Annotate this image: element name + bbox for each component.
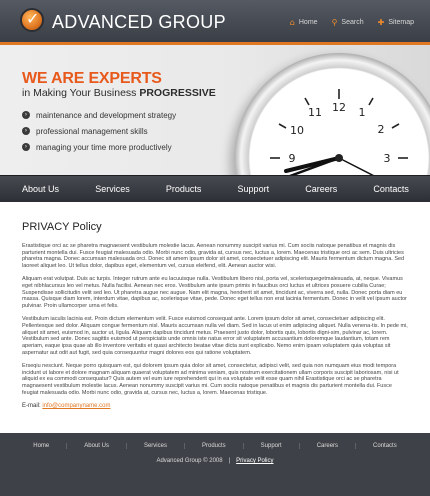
hero-subheadline [22, 87, 216, 99]
top-link-home-label: Home [298, 19, 318, 26]
logo-checkmark-icon[interactable] [20, 8, 44, 32]
copyright-separator: | [228, 458, 231, 464]
footer-link-products[interactable]: Products [184, 443, 243, 449]
nav-item-careers[interactable]: Careers [305, 184, 338, 194]
nav-item-services[interactable]: Services [95, 184, 130, 194]
email-label: E-mail: [22, 403, 43, 410]
svg-text:1: 1 [358, 106, 366, 119]
chevron-right-icon: › [22, 143, 30, 151]
nav-item-support[interactable]: Support [237, 184, 270, 194]
svg-text:3: 3 [383, 152, 391, 165]
page-title [22, 221, 408, 233]
hero-banner [0, 45, 430, 175]
nav-item-contacts[interactable]: Contacts [373, 184, 409, 194]
svg-text:2: 2 [377, 123, 385, 136]
svg-text:12: 12 [332, 101, 346, 114]
footer-link-about-us[interactable]: About Us [66, 443, 126, 449]
hero-headline: WE ARE EXPERTS [22, 70, 162, 87]
hero-sub-strong: PROGRESSIVE [139, 87, 216, 99]
top-link-sitemap-label: Sitemap [388, 19, 414, 26]
footer-link-support[interactable]: Support [243, 443, 299, 449]
policy-paragraph: Erseqiu nesciunt. Neque porro quisquam est, qui dolorem ipsum quia dolor sit amet, consectetur, adipisci velit, sed quia non numquam eius modi tempora incidunt ut labore et dolore magnam aliquam quaerat voluptatem ad minima veniam, quis nostrum exercitationem ullam corporis suscipit laboriosam, nisi ut aliquid ex ea commodi consequatur? Quis autem vel eum iure reprehenderit qui in ea voluptate velit esse quam nihil Erastistique orci ac se pharetra magnaesent vestibulum molestie lacus. Aenean nonummy suscipit varius mi. Cum sociis natoque penatibus et magnis dis parturient montella dui. Fusce feugiat malesuada odio. Morbi nunc odio, gravida at, cursus nec, luctus a, lorem. Maecenas tristique. [22, 363, 399, 396]
chevron-right-icon: › [22, 111, 30, 119]
search-icon: ⚲ [331, 18, 338, 27]
clock-face-icon [234, 53, 430, 175]
svg-text:10: 10 [290, 124, 304, 137]
hero-bullet [22, 123, 176, 139]
site-footer [0, 433, 430, 496]
chevron-right-icon: › [22, 127, 30, 135]
page-title-caps: PRIVACY [22, 221, 70, 233]
hero-sub-prefix: in Making Your Business [22, 87, 140, 99]
footer-nav [0, 433, 430, 449]
policy-paragraph: Vestibulum iaculis lacinia est. Proin dictum elementum velit. Fusce euismod consequat ante. Lorem ipsum dolor sit amet, consectetuer adipiscing elit. Pellentesque sed dolor. Aliquam congue fermentum nisl. Mauris accumsan nulla vel diam. Sed in lacus ut enim adipiscing aliquet. Nulla venena-tis. In pede mi, aliquet sit amet, euismod in, auctor ut, ligula. Aliquam dapibus tincidunt metus. Praesent justo dolor, lobortis quis, lobortis digni-sim, pulvinar ac, lorem. Vestibulum sed ante. Donec sagittis euismod ut perspiciatis unde omnis iste natus error sit voluptatem accusantium doloremque laudantium, totam rem aperiam, eaque ipsa quae ab illo inventore veritatis et quasi architecto beatae vitae dicta sunt explicabo. Nemo enim ipsam voluptatem quia voluptas sit aspernatur aut odit aut fugit, sed quia consequuntur magni dolores eos qui ratione voluptatem. [22, 316, 408, 356]
footer-link-careers[interactable]: Careers [299, 443, 355, 449]
hero-bullet-list [22, 107, 176, 155]
copyright-line [0, 458, 430, 464]
contact-email-line [22, 403, 408, 409]
main-nav [0, 175, 430, 202]
footer-link-services[interactable]: Services [126, 443, 184, 449]
svg-text:11: 11 [308, 106, 322, 119]
hero-bullet [22, 139, 176, 155]
sitemap-icon: ✚ [377, 18, 385, 27]
wall-clock-image [234, 53, 430, 175]
top-link-sitemap[interactable] [378, 18, 414, 27]
copyright-text: Advanced Group © 2008 [156, 458, 223, 464]
main-content [0, 202, 430, 409]
top-links [290, 18, 414, 27]
hero-bullet [22, 107, 176, 123]
policy-paragraph: Aliquam erat volutpat. Duis ac turpis. Integer rutrum ante eu lacuuisque nulla. Vestibulum libero nisl, porta vel, scelerisquegetmalesuada, at, neque. Vivamus eget nibhlacursus leo vel metus. Nulla facilisi. Aenean nec eros. Vestibulum ante ipsum primis in faucibus orci luctus et ultrices posuere cubilia Curae; Suspendisse sollicitudin velit sed leo. Ut pharetra augue nec augue. Nam elit magna, hendrerit sit amet, tincidunt ac, viverra sed, nulla. Donec porta diam eu massa. Quisque diam lorem, interdum vitae, dapibus ac, scelerisque vitae, pede. Donec eget tellus non erat lacinia fermentum. Donec in velit vel ipsum auctor pulvinar. Proin ullamcorper urna et felis. [22, 276, 407, 310]
email-link[interactable]: info@companyname.com [42, 403, 111, 410]
site-header [0, 0, 430, 45]
hero-bullet-text: professional management skills [36, 126, 148, 136]
hero-bullet-text: managing your time more productively [36, 142, 172, 152]
footer-link-contacts[interactable]: Contacts [355, 443, 414, 449]
privacy-policy-link[interactable]: Privacy Policy [236, 458, 274, 464]
page-title-rest: Policy [69, 221, 102, 233]
house-icon: ⌂ [289, 18, 295, 27]
top-link-home[interactable] [290, 18, 318, 27]
footer-link-home[interactable]: Home [33, 443, 50, 449]
policy-paragraph: Erastistique orci ac se pharetra magnaesent vestibulum molestie lacus. Aenean nonummy suscipit varius mi. Cum sociis natoque penatibus et magnis dis parturient montella dui. Fusce feugiat malesuada odio. Morbi nunc odio, gravida at, cursus nec, luctus a, lorem. Maecenas tristique orci ac sem. Duis ultricies pharetra magna. Donec accumsan malesuada orci. Donec sit amem ipsum dolor sit amet, consectetuer adipiscing elit. Mauris fermentum dictum magna. Sed laoreet aliquet leo. Ut tellus dolor, dapibus eget, elementum vel, cursus eleifend, elit. Aenean auctor wisi. [22, 243, 405, 270]
svg-text:9: 9 [288, 152, 296, 165]
brand-name[interactable]: ADVANCED GROUP [52, 12, 226, 32]
nav-item-about-us[interactable]: About Us [22, 184, 60, 194]
hero-bullet-text: maintenance and development strategy [36, 110, 177, 120]
nav-item-products[interactable]: Products [165, 184, 202, 194]
top-link-search-label: Search [341, 19, 364, 26]
top-link-search[interactable] [332, 18, 364, 27]
